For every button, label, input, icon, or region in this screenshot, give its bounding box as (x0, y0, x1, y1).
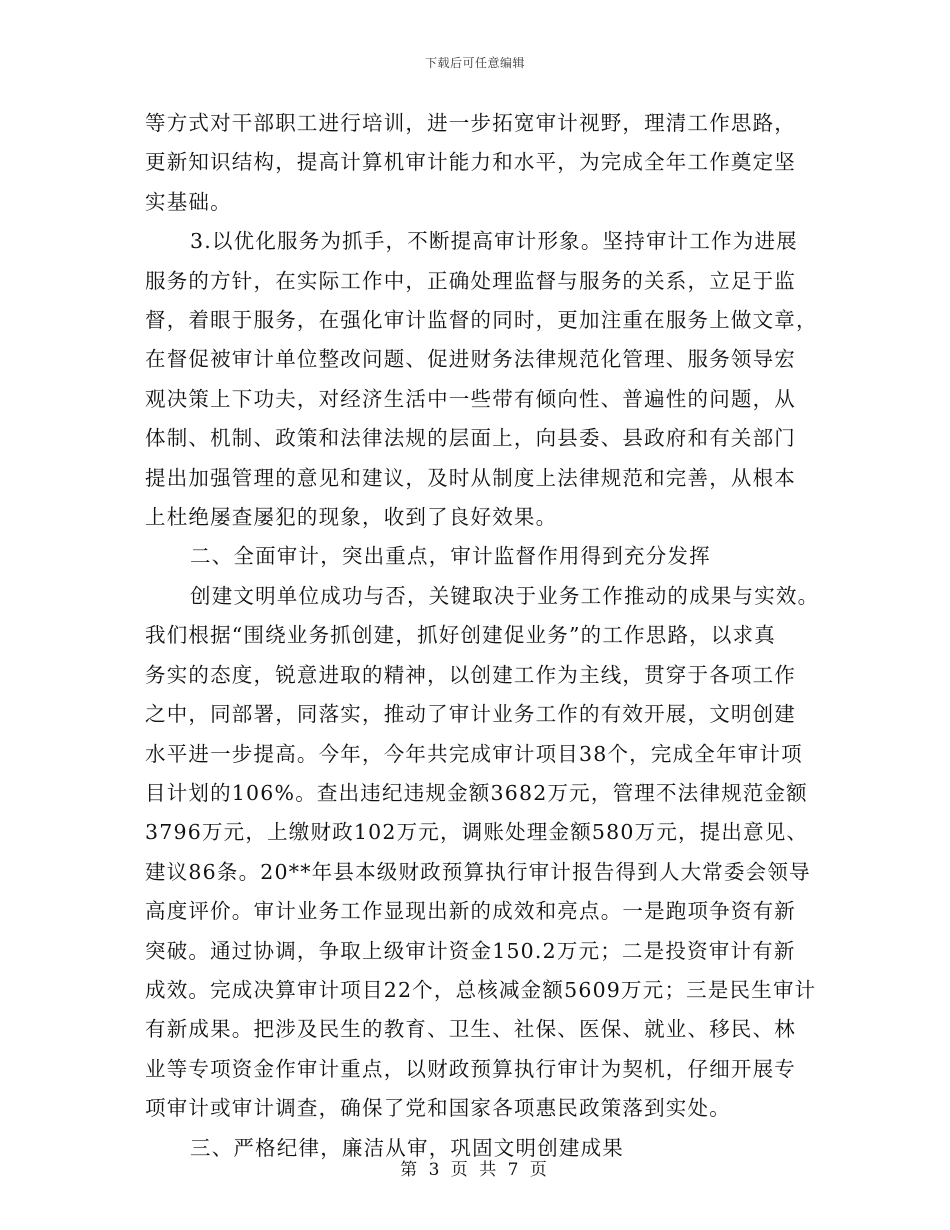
body-line: 提出加强管理的意见和建议，及时从制度上法律规范和完善，从根本 (145, 465, 796, 490)
body-line: 观决策上下功夫，对经济生活中一些带有倾向性、普遍性的问题，从 (145, 386, 796, 411)
body-line: 成效。完成决算审计项目22个，总核减金额5609万元；三是民生审计 (145, 977, 817, 1002)
page-footer: 第 3 页 共 7 页 (400, 1160, 550, 1180)
body-line: 我们根据“围绕业务抓创建，抓好创建促业务”的工作思路，以求真 (145, 623, 776, 648)
body-line: 体制、机制、政策和法律法规的层面上，向县委、县政府和有关部门 (145, 426, 796, 451)
paragraph-start-line: 3.以优化服务为抓手，不断提高审计形象。坚持审计工作为进展 (190, 229, 798, 254)
body-line: 务实的态度，锐意进取的精神，以创建工作为主线，贯穿于各项工作 (145, 662, 796, 687)
body-line: 3796万元，上缴财政102万元，调账处理金额580万元，提出意见、 (145, 820, 809, 845)
paragraph-start-line: 创建文明单位成功与否，关键取决于业务工作推动的成果与实效。 (190, 583, 820, 608)
body-line: 督，着眼于服务，在强化审计监督的同时，更加注重在服务上做文章， (145, 308, 818, 333)
document-body (145, 104, 820, 1168)
body-line: 项审计或审计调查，确保了党和国家各项惠民政策落到实处。 (145, 1096, 731, 1121)
body-line: 建议86条。20**年县本级财政预算执行审计报告得到人大常委会领导 (145, 859, 811, 884)
body-line: 业等专项资金作审计重点，以财政预算执行审计为契机，仔细开展专 (145, 1056, 796, 1081)
body-line: 有新成果。把涉及民生的教育、卫生、社保、医保、就业、移民、林 (145, 1017, 796, 1042)
body-line: 水平进一步提高。今年，今年共完成审计项目38个，完成全年审计项 (145, 741, 803, 766)
body-line: 高度评价。审计业务工作显现出新的成效和亮点。一是跑项争资有新 (145, 899, 796, 924)
page-header: 下载后可任意编辑 (424, 56, 525, 70)
body-line: 突破。通过协调，争取上级审计资金150.2万元；二是投资审计有新 (145, 938, 796, 963)
section-heading-3: 三、严格纪律，廉洁从审，巩固文明创建成果 (190, 1135, 624, 1160)
body-line: 在督促被审计单位整改问题、促进财务法律规范化管理、服务领导宏 (145, 347, 796, 372)
body-line: 更新知识结构，提高计算机审计能力和水平，为完成全年工作奠定坚 (145, 150, 796, 175)
body-line: 服务的方针，在实际工作中，正确处理监督与服务的关系，立足于监 (145, 268, 796, 293)
body-line: 目计划的106%。查出违纪违规金额3682万元，管理不法律规范金额 (145, 780, 808, 805)
body-line: 实基础。 (145, 189, 232, 214)
body-line: 之中，同部署，同落实，推动了审计业务工作的有效开展，文明创建 (145, 702, 796, 727)
body-line: 上杜绝屡查屡犯的现象，收到了良好效果。 (145, 505, 558, 530)
body-line: 等方式对干部职工进行培训，进一步拓宽审计视野，理清工作思路， (145, 111, 796, 135)
section-heading-2: 二、全面审计，突出重点，审计监督作用得到充分发挥 (190, 544, 711, 569)
